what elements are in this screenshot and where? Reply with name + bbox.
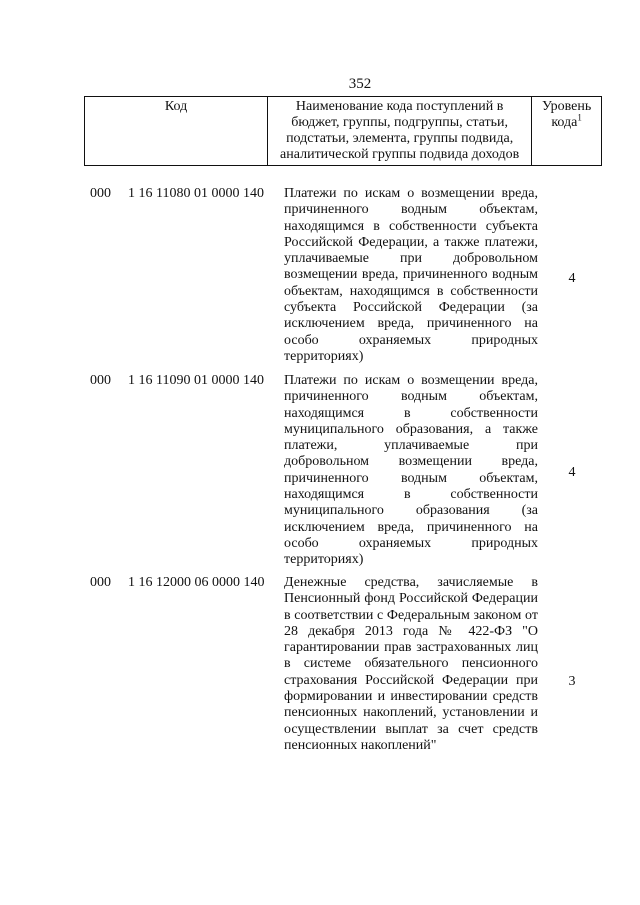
- page-number: 352: [348, 76, 372, 92]
- row-code: 1 16 12000 06 0000 140: [128, 575, 265, 590]
- row-level: 4: [568, 271, 576, 286]
- header-name-label: Наименование кода поступлений в бюджет, группы, подгруппы, статьи, подстатьи, элемента, группы подвида, аналитической группы подвида доходов: [280, 99, 520, 162]
- row-code-prefix: 000: [90, 186, 111, 201]
- header-code-cell: [85, 97, 268, 166]
- row-code-prefix: 000: [90, 373, 111, 388]
- table-header: [84, 96, 602, 166]
- row-code-prefix: 000: [90, 575, 111, 590]
- header-name-cell: [268, 97, 532, 166]
- header-level-cell: [532, 97, 602, 166]
- header-code-label: Код: [164, 99, 188, 114]
- row-code: 1 16 11080 01 0000 140: [128, 186, 264, 201]
- row-description: Платежи по искам о возмещении вреда, причиненного водным объектам, находящимся в собственности субъекта Российской Федерации, а также платежи, уплачиваемые при добровольном возмещении вреда, причиненного водным объектам, находящимся в собственности субъекта Российской Федерации (за исключением вреда, причиненного на особо охраняемых природных территориях): [284, 186, 538, 364]
- row-code: 1 16 11090 01 0000 140: [128, 373, 264, 388]
- row-level: 3: [568, 674, 576, 689]
- header-level-label: Уровень кода: [541, 99, 592, 130]
- header-level-footnote: 1: [577, 112, 582, 123]
- row-level: 4: [568, 465, 576, 480]
- row-description: Денежные средства, зачисляемые в Пенсионный фонд Российской Федерации в соответствии с Федеральным законом от 28 декабря 2013 года № 422-ФЗ "О гарантировании прав застрахованных лиц в системе обязательного пенсионного страхования Российской Федерации при формировании и инвестировании средств пенсионных накоплений, установлении и осуществлении выплат за счет средств пенсионных накоплений": [284, 575, 538, 753]
- row-description: Платежи по искам о возмещении вреда, причиненного водным объектам, находящимся в собственности муниципального образования, а также платежи, уплачиваемые при добровольном возмещении вреда, причиненного водным объектам, находящимся в собственности муниципального образования (за исключением вреда, причиненного на особо охраняемых природных территориях): [284, 373, 538, 568]
